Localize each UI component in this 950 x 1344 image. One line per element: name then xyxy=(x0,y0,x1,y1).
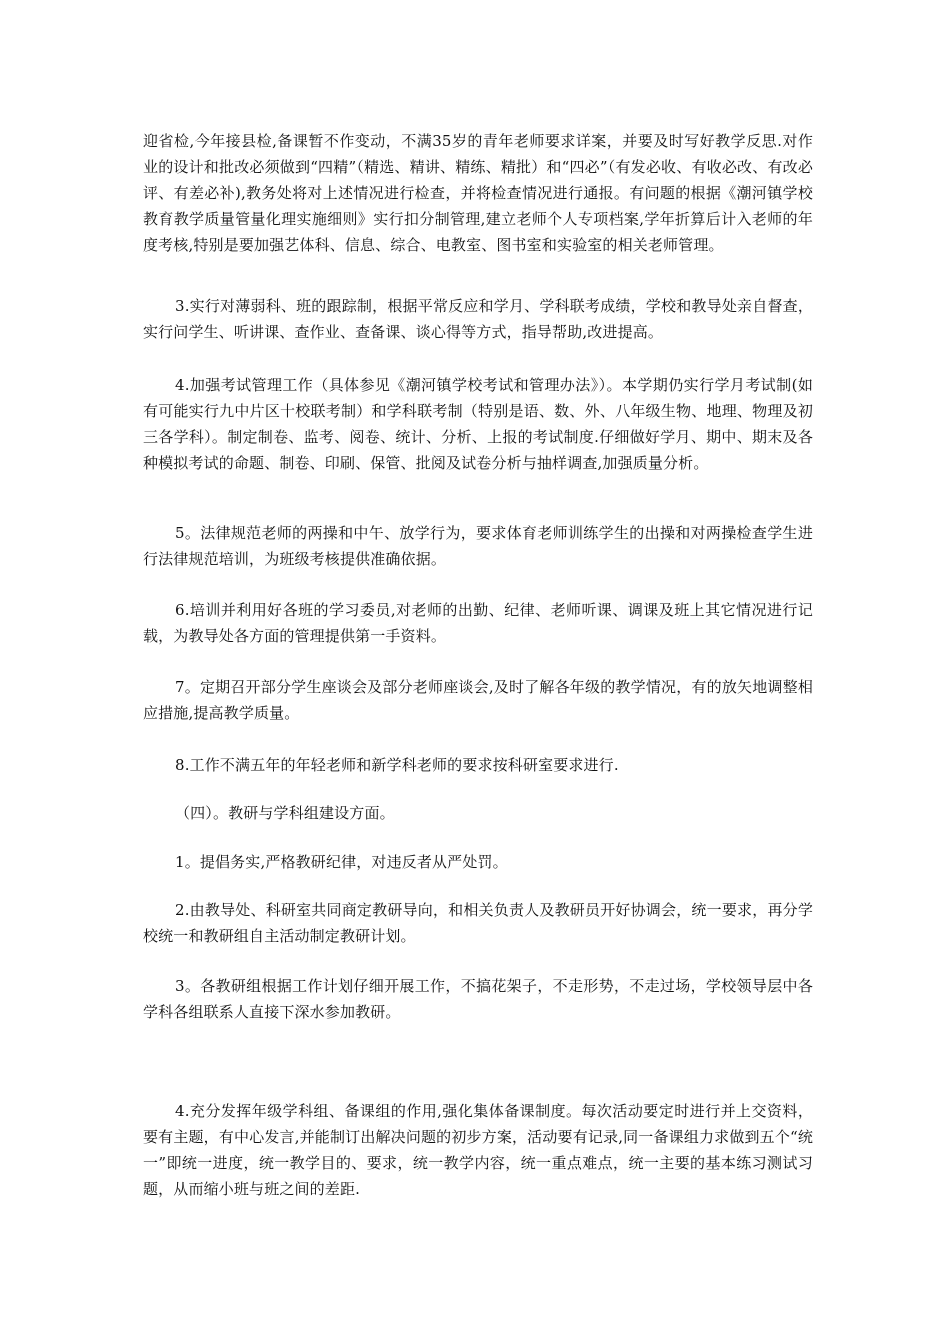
paragraph-section4-item-3: 3。各教研组根据工作计划仔细开展工作，不搞花架子，不走形势，不走过场，学校领导层中各学科各组联系人直接下深水参加教研。 xyxy=(143,977,813,1021)
paragraph-item-5: 5。法律规范老师的两操和中午、放学行为，要求体育老师训练学生的出操和对两操检查学生进行法律规范培训，为班级考核提供准确依据。 xyxy=(143,524,813,568)
paragraph-item-6: 6.培训并利用好各班的学习委员,对老师的出勤、纪律、老师听课、调课及班上其它情况进行记载，为教导处各方面的管理提供第一手资料。 xyxy=(143,601,813,645)
paragraph-continuation: 迎省检,今年接县检,备课暂不作变动，不满35岁的青年老师要求详案，并要及时写好教学反思.对作业的设计和批改必须做到“四精”（精选、精讲、精练、精批）和“四必”（有发必收、有收必改、有改必评、有差必补),教务处将对上述情况进行检查，并将检查情况进行通报。有问题的根据《潮河镇学校教育教学质量管量化理实施细则》实行扣分制管理,建立老师个人专项档案,学年折算后计入老师的年度考核,特别是要加强艺体科、信息、综合、电教室、图书室和实验室的相关老师管理。 xyxy=(143,132,813,254)
section-heading-4: （四）。教研与学科组建设方面。 xyxy=(175,804,395,822)
paragraph-section4-item-2: 2.由教导处、科研室共同商定教研导向，和相关负责人及教研员开好协调会，统一要求，再分学校统一和教研组自主活动制定教研计划。 xyxy=(143,901,813,945)
paragraph-item-8: 8.工作不满五年的年轻老师和新学科老师的要求按科研室要求进行. xyxy=(175,756,619,774)
paragraph-section4-item-1: 1。提倡务实,严格教研纪律，对违反者从严处罚。 xyxy=(175,853,508,871)
paragraph-item-7: 7。定期召开部分学生座谈会及部分老师座谈会,及时了解各年级的教学情况，有的放矢地调整相应措施,提高教学质量。 xyxy=(143,678,813,722)
paragraph-item-4: 4.加强考试管理工作（具体参见《潮河镇学校考试和管理办法》）。本学期仍实行学月考试制(如有可能实行九中片区十校联考制）和学科联考制（特别是语、数、外、八年级生物、地理、物理及初三各学科）。制定制卷、监考、阅卷、统计、分析、上报的考试制度.仔细做好学月、期中、期末及各种模拟考试的命题、制卷、印刷、保管、批阅及试卷分析与抽样调查,加强质量分析。 xyxy=(143,376,813,472)
paragraph-section4-item-4: 4.充分发挥年级学科组、备课组的作用,强化集体备课制度。每次活动要定时进行并上交资料，要有主题，有中心发言,并能制订出解决问题的初步方案，活动要有记录,同一备课组力求做到五个“统一”即统一进度，统一教学目的、要求，统一教学内容，统一重点难点，统一主要的基本练习测试习题，从而缩小班与班之间的差距. xyxy=(143,1102,813,1198)
paragraph-item-3: 3.实行对薄弱科、班的跟踪制，根据平常反应和学月、学科联考成绩，学校和教导处亲自督查，实行问学生、听讲课、查作业、查备课、谈心得等方式，指导帮助,改进提高。 xyxy=(143,297,813,341)
